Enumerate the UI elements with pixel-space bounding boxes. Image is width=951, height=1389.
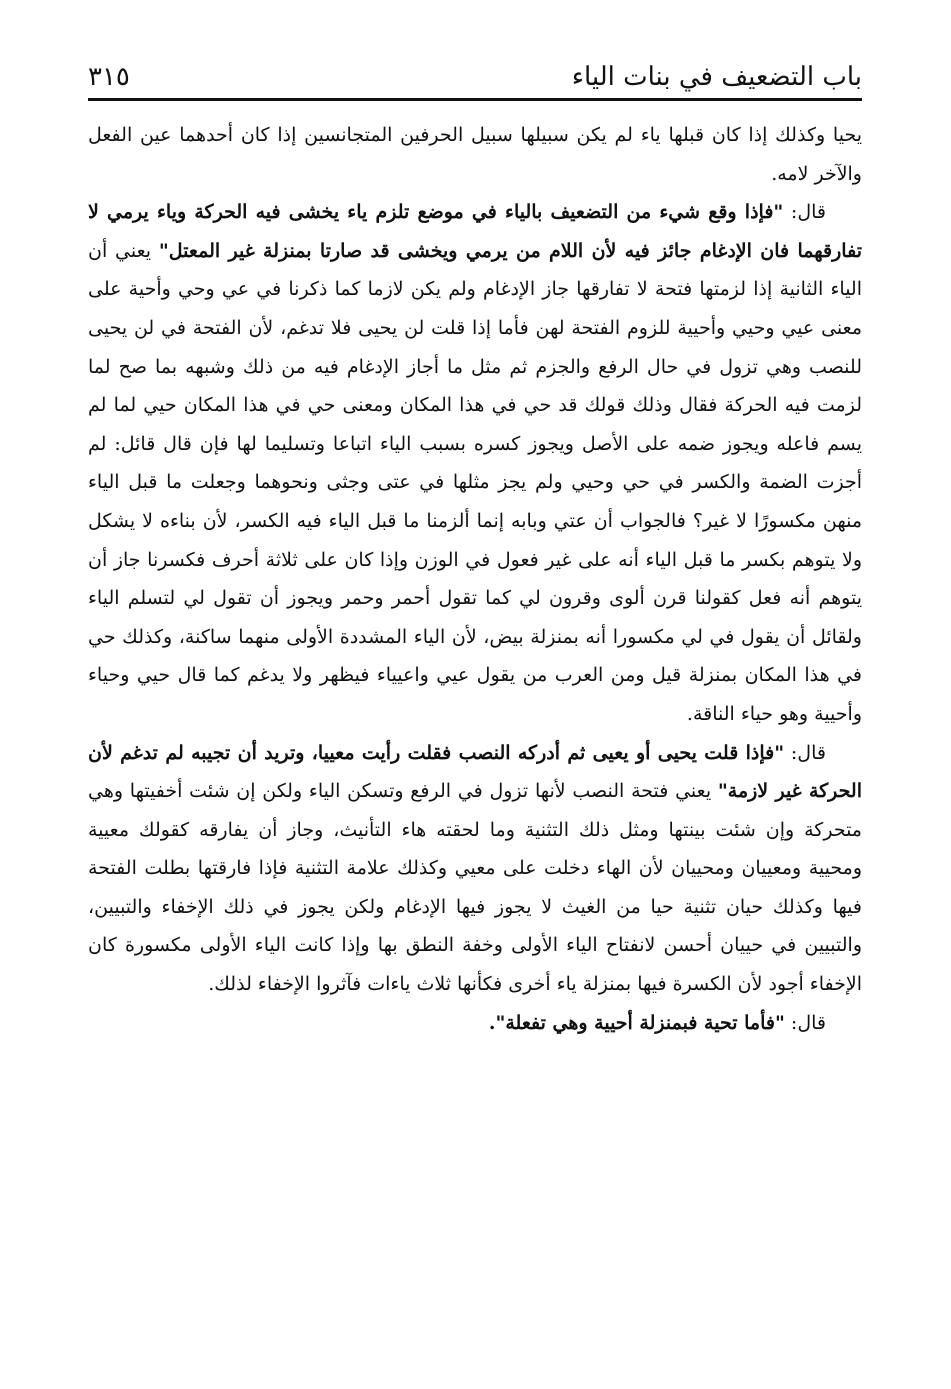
paragraph-3 <box>88 734 862 1004</box>
paragraph-lead: قال: <box>784 1011 826 1034</box>
quoted-rule: "فإذا وقع شيء من التضعيف بالياء في موضع تلزم ياء يخشى فيه الحركة وياء يرمي لا تفارقهما فان الإدغام جائز فيه لأن اللام من يرمي ويخشى قد صارتا بمنزلة غير المعتل" <box>88 201 862 262</box>
paragraph-lead: قال: <box>784 741 826 764</box>
paragraph-2 <box>88 193 862 733</box>
header-rule <box>88 98 862 101</box>
paragraph-text: يعني أن الياء الثانية إذا لزمتها فتحة لا تفارقها جاز الإدغام ولم يكن لازما كما ذكرنا في عي وحي وأحية على معنى عيي وحيي وأحيية للزوم الفتحة لهن فأما إذا قلت لن يحيى فلا تدغم، لأن الفتحة في لن يحيى للنصب وهي تزول في حال الرفع والجزم ثم مثل ما أجاز الإدغام فيه من ذلك وشبهه بما صح لما لزمت فيه الحركة فقال وذلك قولك قد حي في هذا المكان ومعنى حي في هذا المكان حيي لما لم يسم فاعله ويجوز ضمه على الأصل ويجوز كسره بسبب الياء اتباعا وتسليما لها فإن قال قائل: لم أجزت الضمة والكسر في حي وحيي ولم يجز مثلها في عتى وجثى ونحوهما وجعلت ما قبل الياء منهن مكسورًا لا غير؟ فالجواب أن عتي وبابه إنما ألزمنا ما قبل الياء فيه الكسر، لأن بناءه لا يشكل ولا يتوهم بكسر ما قبل الياء أنه على غير فعول في الوزن وإذا كان على ثلاثة أحرف فكسرنا جاز أن يتوهم أنه فعل كقولنا قرن ألوى وقرون لي كما تقول أحمر وحمر ويجوز أن تقول لي لتسلم الياء ولقائل أن يقول في لي مكسورا أنه بمنزلة بيض، لأن الياء المشددة الأولى منهما ساكنة، وكذلك حي في هذا المكان بمنزلة قيل ومن العرب من يقول عيي واعيياء فيظهر ولا يدغم كما قال حيي وحياء وأحيية وهو حياء الناقة. <box>88 239 863 725</box>
paragraph-4 <box>88 1004 862 1043</box>
paragraph-text: يعني فتحة النصب لأنها تزول في الرفع وتسكن الياء ولكن إن شئت أخفيتها وهي متحركة وإن شئت بينتها ومثل ذلك التثنية وما لحقته هاء التأنيث، وجاز أن يفارقه كقولك معيية ومحيية ومعييان ومحييان لأن الهاء دخلت على معيي وكذلك علامة التثنية فإذا فارقتها بطلت الفتحة فيها وكذلك حيان تثنية حيا من الغيث لا يجوز فيها الإدغام ولكن يجوز في ذلك الإخفاء والتبيين، والتبيين في حييان أحسن لانفتاح الياء الأولى وخفة النطق بها وإذا كانت الياء الأولى مكسورة كان الإخفاء أجود لأن الكسرة فيها بمنزلة ياء أخرى فكأنها ثلاث ياءات فآثروا الإخفاء لذلك. <box>88 780 863 996</box>
quoted-rule: "فإذا قلت يحيى أو يعيى ثم أدركه النصب فقلت رأيت معييا، وتريد أن تجيبه لم تدغم لأن الحركة غير لازمة" <box>88 741 862 803</box>
paragraph-lead: قال: <box>783 201 826 224</box>
page-body <box>88 116 862 1316</box>
page-number: ٣١٥ <box>88 62 130 92</box>
quoted-rule: "فأما تحية فبمنزلة أحيية وهي تفعلة". <box>488 1011 785 1034</box>
running-title: باب التضعيف في بنات الياء <box>571 62 862 92</box>
page-header <box>88 58 862 96</box>
paragraph-text: يحيا وكذلك إذا كان قبلها ياء لم يكن سبيلها سبيل الحرفين المتجانسين إذا كان أحدهما عين الفعل والآخر لامه. <box>88 124 862 185</box>
paragraph-1 <box>88 116 862 193</box>
